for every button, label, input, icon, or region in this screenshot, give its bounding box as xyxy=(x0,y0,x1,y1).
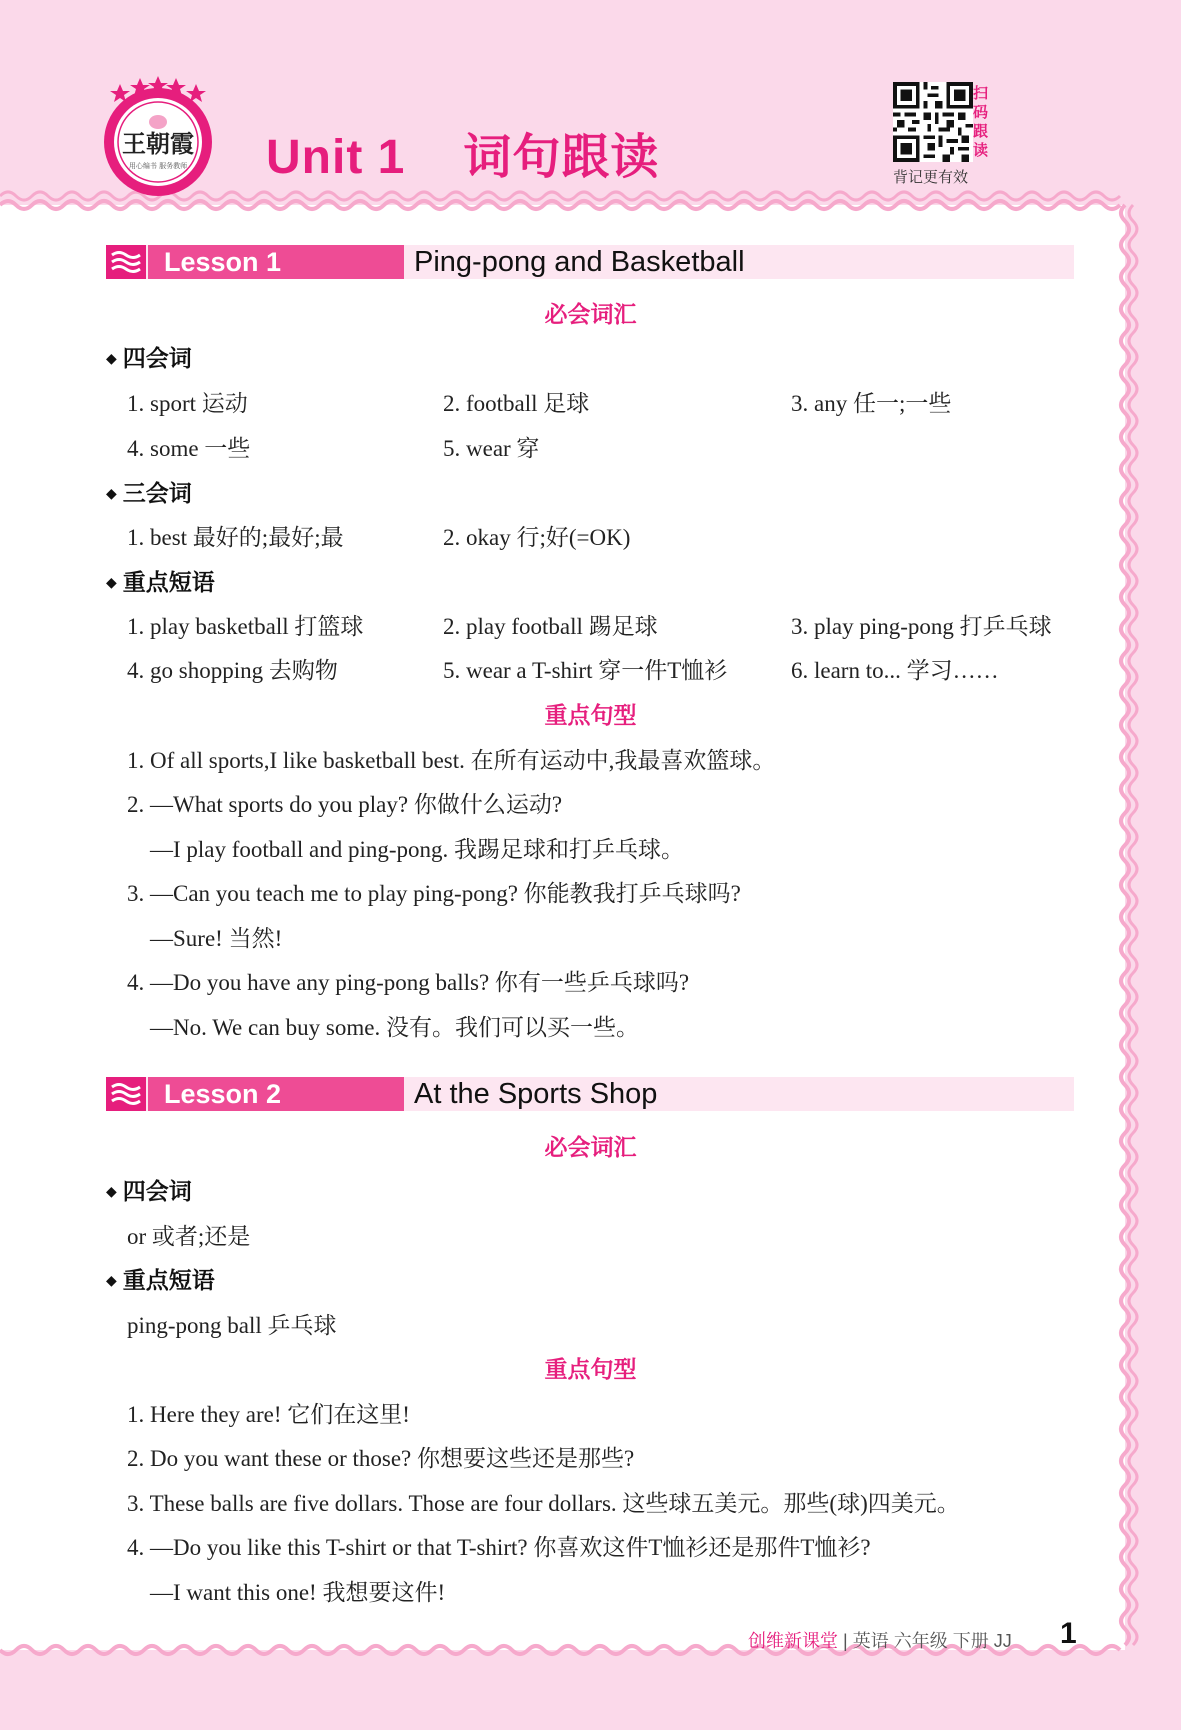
sentence: 2. Do you want these or those? 你想要这些还是那些? xyxy=(127,1446,635,1471)
lesson-1-bar xyxy=(106,245,1074,279)
phrase-item: 2. play football 踢足球 xyxy=(443,614,658,639)
qr-caption: 背记更有效 xyxy=(893,168,969,186)
footer-book-info: 英语 六年级 下册 JJ xyxy=(852,1631,1012,1651)
sentence: 3. —Can you teach me to play ping-pong? 你能教我打乒乓球吗? xyxy=(127,881,741,906)
lesson-2-bar xyxy=(106,1077,1074,1111)
lesson-1-cat-three xyxy=(106,475,192,508)
cat-label: 重点短语 xyxy=(122,1267,215,1294)
unit-title-text: 词句跟读 xyxy=(463,131,660,184)
word-item: or 或者;还是 xyxy=(127,1224,251,1249)
footer-info xyxy=(748,1627,1012,1653)
sentence: —I want this one! 我想要这件! xyxy=(150,1580,446,1605)
sentence: —No. We can buy some. 没有。我们可以买一些。 xyxy=(150,1015,639,1040)
qr-side-label xyxy=(973,84,995,160)
logo-name: 王朝霞 xyxy=(122,129,194,158)
word-item: 1. best 最好的;最好;最 xyxy=(127,525,344,550)
phrase-item: ping-pong ball 乒乓球 xyxy=(127,1313,337,1338)
sentence: 1. Of all sports,I like basketball best. 在所有运动中,我最喜欢篮球。 xyxy=(127,748,776,773)
word-item: 5. wear 穿 xyxy=(443,436,540,461)
lesson-2-cat-four xyxy=(106,1173,192,1206)
lesson-2-vocab-head: 必会词汇 xyxy=(544,1134,637,1161)
sentence: —Sure! 当然! xyxy=(150,926,283,951)
cat-label: 三会词 xyxy=(122,480,192,507)
unit-number: Unit 1 xyxy=(266,131,406,184)
waves-icon xyxy=(106,1077,146,1111)
lesson-2-cat-phrases xyxy=(106,1262,215,1295)
word-item: 1. sport 运动 xyxy=(127,391,248,416)
lesson-2-tag: Lesson 2 xyxy=(148,1077,404,1111)
diamond-icon: ◆ xyxy=(106,1273,117,1289)
lesson-1-cat-phrases xyxy=(106,564,215,597)
phrase-item: 3. play ping-pong 打乒乓球 xyxy=(791,614,1052,639)
qr-side-char: 读 xyxy=(973,142,989,159)
word-item: 3. any 任一;一些 xyxy=(791,391,952,416)
cat-label: 四会词 xyxy=(122,1178,192,1205)
footer-brand: 创维新课堂 xyxy=(748,1631,838,1651)
wangzhaoxia-logo xyxy=(96,76,220,200)
diamond-icon: ◆ xyxy=(106,351,117,367)
footer-divider: | xyxy=(838,1631,853,1651)
cat-label: 四会词 xyxy=(122,345,192,372)
phrase-item: 4. go shopping 去购物 xyxy=(127,658,338,683)
sentence: 4. —Do you have any ping-pong balls? 你有一些乒乓球吗? xyxy=(127,970,690,995)
word-item: 4. some 一些 xyxy=(127,436,251,461)
sentence: 3. These balls are five dollars. Those are four dollars. 这些球五美元。那些(球)四美元。 xyxy=(127,1491,960,1516)
lesson-2-title: At the Sports Shop xyxy=(414,1078,658,1110)
cat-label: 重点短语 xyxy=(122,569,215,596)
lesson-1-title: Ping-pong and Basketball xyxy=(414,246,745,278)
waves-icon xyxy=(106,245,146,279)
lesson-1-vocab-head: 必会词汇 xyxy=(544,301,637,328)
phrase-item: 6. learn to... 学习…… xyxy=(791,658,999,683)
lesson-1-sentence-head: 重点句型 xyxy=(544,702,637,729)
unit-title xyxy=(266,118,659,187)
sentence: 4. —Do you like this T-shirt or that T-shirt? 你喜欢这件T恤衫还是那件T恤衫? xyxy=(127,1535,871,1560)
word-item: 2. football 足球 xyxy=(443,391,590,416)
lesson-1-tag: Lesson 1 xyxy=(148,245,404,279)
qr-side-char: 扫 xyxy=(973,85,989,102)
qr-side-char: 跟 xyxy=(973,123,989,140)
sentence: —I play football and ping-pong. 我踢足球和打乒乓球。 xyxy=(150,837,685,862)
phrase-item: 5. wear a T-shirt 穿一件T恤衫 xyxy=(443,658,728,683)
word-item: 2. okay 行;好(=OK) xyxy=(443,525,631,550)
phrase-item: 1. play basketball 打篮球 xyxy=(127,614,364,639)
qr-side-char: 码 xyxy=(973,104,989,121)
sentence: 2. —What sports do you play? 你做什么运动? xyxy=(127,792,563,817)
page-number: 1 xyxy=(1060,1617,1077,1650)
qr-code[interactable] xyxy=(893,82,973,162)
diamond-icon: ◆ xyxy=(106,1184,117,1200)
lesson-1-cat-four xyxy=(106,340,192,373)
diamond-icon: ◆ xyxy=(106,575,117,591)
diamond-icon: ◆ xyxy=(106,486,117,502)
sentence: 1. Here they are! 它们在这里! xyxy=(127,1402,410,1427)
logo-slogan: 用心编书 服务教师 xyxy=(128,162,188,170)
lesson-2-sentence-head: 重点句型 xyxy=(544,1356,637,1383)
